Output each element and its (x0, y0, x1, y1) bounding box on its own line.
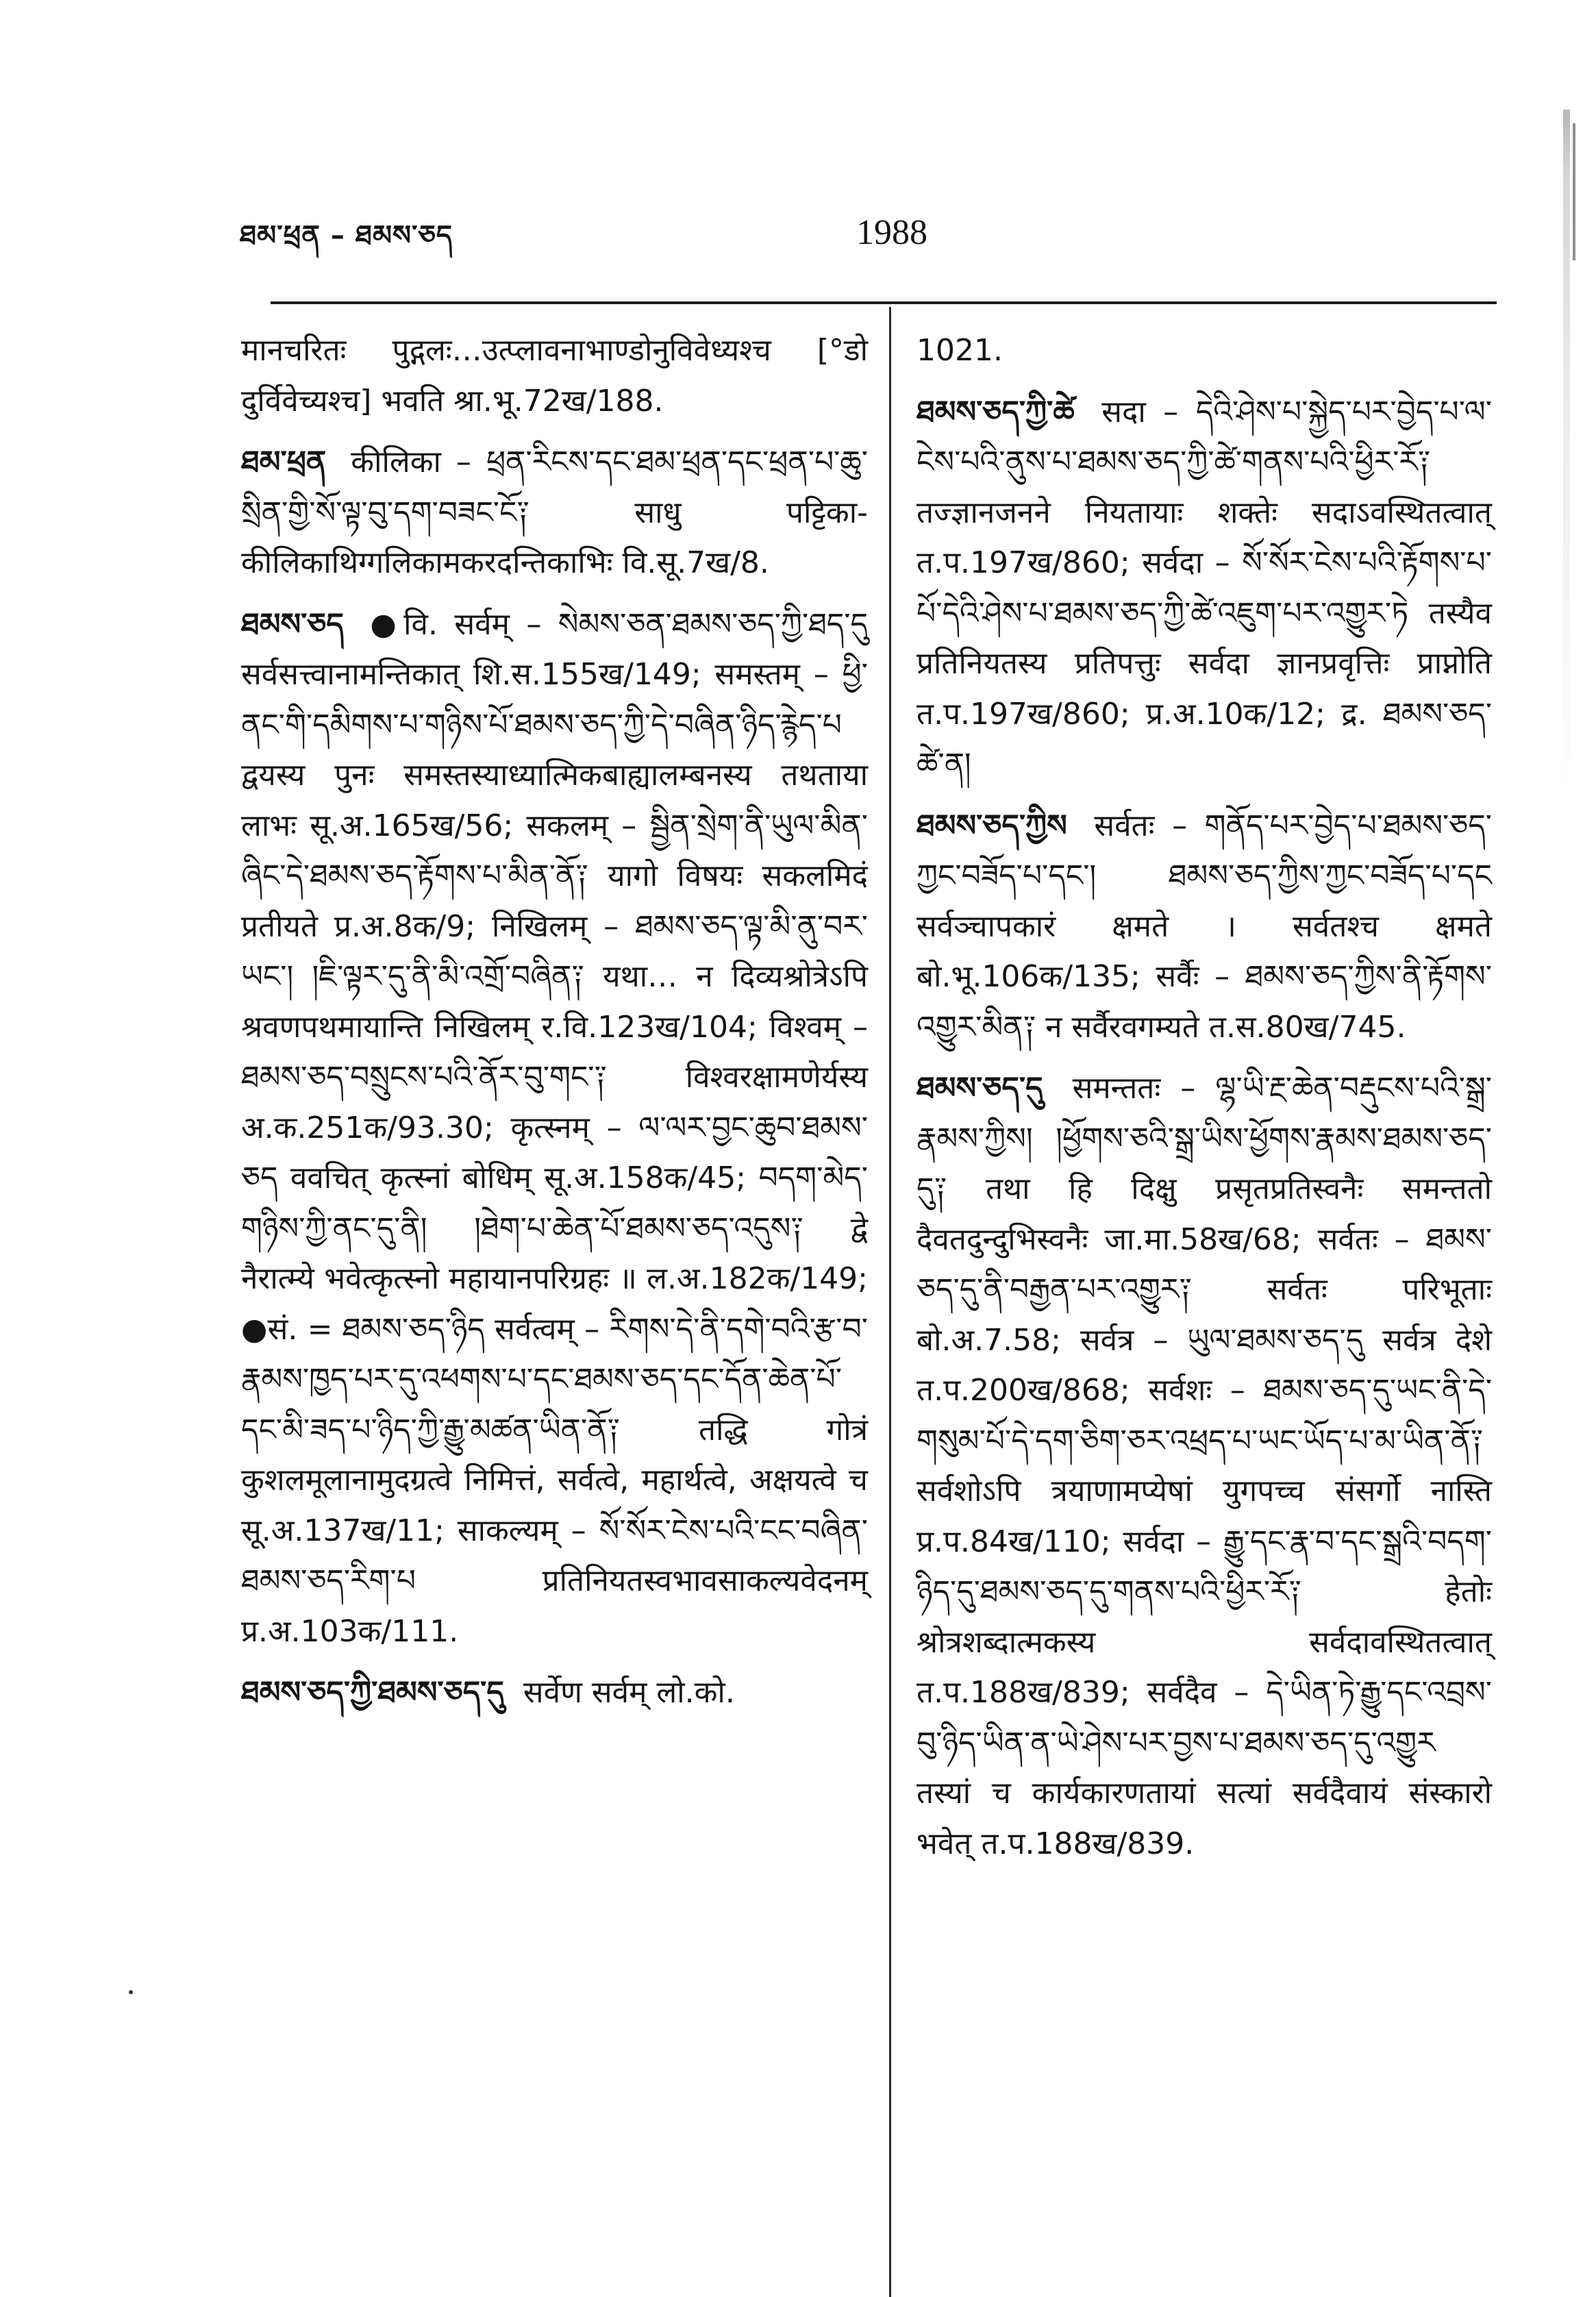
entry-text: कीलिका – ཕྲན་རིངས་དང་ཐམ་ཕྲན་དང་ཕྲན་པ་ཆུ་སྲིན་གྱི་སོ་ལྟ་བུ་དག་བཟང་ངོ༑ साधु पट्टिका-कीलिकाथिग्गलिकामकरदन्तिकाभिः वि.सू.7ख/8. (241, 445, 868, 580)
dictionary-entry (917, 1063, 1492, 1869)
entry-text: सर्वेण सर्वम् लो.को. (523, 1675, 735, 1710)
left-column (241, 325, 868, 1729)
entry-text: समन्ततः – ལྷ་ཡི་རྔ་ཆེན་བརྡུངས་པའི་སྒྲ་རྣམས་ཀྱིས། །ཕྱོགས་ཅའི་སྒྲ་ཡིས་ཕྱོགས་རྣམས་ཐམས་ཅད་དུ༑ तथा हि दिक्षु प्रसृतप्रतिस्वनैः समन्ततो दैवतदुन्दुभिस्वनैः जा.मा.58ख/68; सर्वतः – ཐམས་ཅད་དུ་ནི་བརྒྱན་པར་འགྱུར༑ सर्वतः परिभूताः बो.अ.7.58; सर्वत्र – ཡུལ་ཐམས་ཅད་དུ सर्वत्र देशे त.प.200ख/868; सर्वशः – ཐམས་ཅད་དུ་ཡང་ནི་དེ་གསུམ་པོ་དེ་དག་ཅིག་ཅར་འཕྲད་པ་ཡང་ཡོད་པ་མ་ཡིན་ནོ༑ सर्वशोऽपि त्रयाणामप्येषां युगपच्च संसर्गो नास्ति प्र.प.84ख/110; सर्वदा – རྒྱུ་དང་རྣ་བ་དང་སྒྲའི་བདག་ཉིད་དུ་ཐམས་ཅད་དུ་གནས་པའི་ཕྱིར་རོ༑ हेतोः श्रोत्रशब्दात्मकस्य सर्वदावस्थितत्वात् त.प.188ख/839; सर्वदैव – དེ་ཡིན་ཏེ་རྒྱུ་དང་འབྲས་བུ་ཉིད་ཡིན་ན་ཡེ་ཤེས་པར་བྱས་པ་ཐམས་ཅད་དུ་འགྱུར तस्यां च कार्यकारणतायां सत्यां सर्वदैवायं संस्कारो भवेत् त.प.188ख/839. (917, 1071, 1492, 1861)
margin-dot (129, 1990, 133, 1994)
entry-text: सदा – དེའི་ཤེས་པ་སྐྱེད་པར་བྱེད་པ་ལ་ངེས་པའི་ནུས་པ་ཐམས་ཅད་ཀྱི་ཚེ་གནས་པའི་ཕྱིར་རོ༑ तज्ज्ञानजनने नियतायाः शक्तेः सदाऽवस्थितत्वात् त.प.197ख/860; सर्वदा – སོ་སོར་ངེས་པའི་རྟོགས་པ་པོ་དེའི་ཤེས་པ་ཐམས་ཅད་ཀྱི་ཚེ་འཇུག་པར་འགྱུར་ཏེ तस्यैव प्रतिनियतस्य प्रतिपत्तुः सर्वदा ज्ञानप्रवृत्तिः प्राप्नोति त.प.197ख/860; प्र.अ.10क/12; द्र. ཐམས་ཅད་ཚེ་ན། (917, 394, 1492, 782)
entry-headword: ཐམས་ཅད་ཀྱི་ཚེ (917, 394, 1075, 430)
entry-text: 1021. (917, 333, 1003, 368)
entry-text: ●वि. सर्वम् – སེམས་ཅན་ཐམས་ཅད་ཀྱི་ཐད་དུ सर्वसत्त्वानामन्तिकात् शि.स.155ख/149; समस्तम् – ཕྱི་ནང་གི་དམིགས་པ་གཉིས་པོ་ཐམས་ཅད་ཀྱི་དེ་བཞིན་ཉིད་རྙེད་པ द्वयस्य पुनः समस्तस्याध्यात्मिकबाह्यालम्बनस्य तथताया लाभः सू.अ.165ख/56; सकलम् – སྦྱིན་སྲེག་ནི་ཡུལ་མིན་ཞིང་དེ་ཐམས་ཅད་རྟོགས་པ་མིན་ནོ༑ यागो विषयः सकलमिदं प्रतीयते प्र.अ.8क/9; निखिलम् – ཐམས་ཅད་ལྟ་མི་ནུ་བར་ཡང་། །ཇི་ལྟར་དུ་ནི་མི་འགྲོ་བཞིན༑ यथा… न दिव्यश्रोत्रेऽपि श्रवणपथमायान्ति निखिलम् र.वि.123ख/104; विश्वम् – ཐམས་ཅད་བསྲུངས་པའི་ནོར་བུ་གང་༑ विश्वरक्षामणेर्यस्य अ.क.251क/93.30; कृत्स्नम् – ལ་ལར་བྱང་ཆུབ་ཐམས་ཅད ववचित् कृत्स्नां बोधिम् सू.अ.158क/45; བདག་མེད་གཉིས་ཀྱི་ནང་དུ་ནི། །ཐེག་པ་ཆེན་པོ་ཐམས་ཅད་འདུས༑ द्वे नैरात्म्ये भवेत्कृत्स्नो महायानपरिग्रहः ॥ ल.अ.182क/149; ●सं. = ཐམས་ཅད་ཉིད सर्वत्वम् – རིགས་དེ་ནི་དགེ་བའི་རྩ་བ་རྣམས་ཁྱད་པར་དུ་འཕགས་པ་དང་ཐམས་ཅད་དང་དོན་ཆེན་པོ་དང་མི་ཟད་པ་ཉིད་ཀྱི་རྒྱུ་མཚན་ཡིན་ནོ༑ तद्धि गोत्रं कुशलमूलानामुदग्रत्वे निमित्तं, सर्वत्वे, महार्थत्वे, अक्षयत्वे च सू.अ.137ख/11; साकल्यम् – སོ་སོར་ངེས་པའི་ངང་བཞིན་ཐམས་ཅད་རིག་པ प्रतिनियतस्वभावसाकल्यवेदनम् प्र.अ.103क/111. (241, 606, 868, 1649)
entry-text: सर्वतः – གནོད་པར་བྱེད་པ་ཐམས་ཅད་ཀྱང་བཟོད་པ་དང་། ཐམས་ཅད་ཀྱིས་ཀྱང་བཟོད་པ་དང सर्वञ्चापकारं क्षमते । सर्वतश्च क्षमते बो.भू.106क/135; सर्वैः – ཐམས་ཅད་ཀྱིས་ནི་རྟོགས་འགྱུར་མིན༑ न सर्वैरवगम्यते त.स.80ख/745. (917, 808, 1492, 1045)
dictionary-entry (241, 1667, 868, 1718)
dictionary-entry (917, 387, 1492, 790)
entry-headword: ཐམས་ཅད (241, 606, 344, 642)
dictionary-entry (917, 325, 1492, 376)
page-number: 1988 (856, 213, 927, 252)
right-column (917, 325, 1492, 1880)
scan-edge-shadow (1563, 110, 1570, 795)
column-divider (889, 307, 891, 2297)
header-rule (271, 301, 1497, 304)
entry-headword: ཐམས་ཅད་ཀྱིས (917, 808, 1067, 843)
dictionary-entry (917, 801, 1492, 1053)
entry-headword: ཐམ་ཕྲན (241, 445, 327, 480)
entry-headword: ཐམས་ཅད་དུ (917, 1071, 1043, 1106)
scan-edge-mark (1573, 123, 1575, 260)
entry-text: मानचरितः पुद्गलः…उत्प्लावनाभाण्डोनुविवेध्यश्च [°डो दुर्विवेच्यश्च] भवति श्रा.भू.72ख/188. (241, 333, 868, 419)
entry-headword: ཐམས་ཅད་ཀྱི་ཐམས་ཅད་དུ (241, 1675, 504, 1710)
dictionary-entry (241, 599, 868, 1657)
running-head: ཐམ་ཕྲན – ཐམས་ཅད (240, 220, 453, 251)
dictionary-entry (241, 325, 868, 426)
dictionary-entry (241, 437, 868, 588)
